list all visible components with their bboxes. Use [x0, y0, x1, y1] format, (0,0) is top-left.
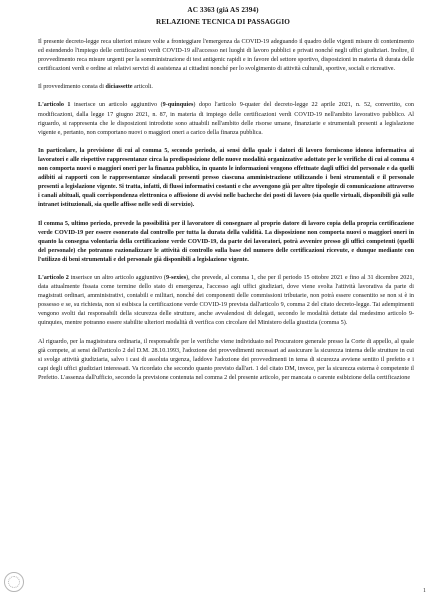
paragraph-magistratura: Al riguardo, per la magistratura ordinaria, il responsabile per le verifiche viene individuato nel Procuratore generale presso la Corte di appello, al quale già compete, ai sensi dell'articolo 2 del D.M. 28.10.1993, l'adozione dei provvedimenti necessari ad assicurare la sicurezza interna delle strutture in cui si svolge attività giudiziaria, salvo i casi di assoluta urgenza, laddove l'adozione dei provvedimenti in tema di sicurezza avviene sentito il prefetto e i capi degli uffici giudiziari interessati. Va ricordato che secondo quanto previsto dall'art. 1 del citato DM, invece, per la sicurezza esterna è competente il Prefetto. L'assenza dall'ufficio, secondo la previsione contenuta nel comma 2 del presente articolo, per mancata o carente esibizione della certificazione [38, 338, 414, 381]
document-body [38, 38, 414, 392]
paragraph-article-1 [38, 101, 414, 137]
paragraph-article-count [38, 83, 414, 92]
article-2-label: L'articolo 2 [38, 274, 69, 281]
article-count-suffix: articoli. [132, 84, 153, 91]
document-id: AC 3363 (già AS 2394) [187, 6, 259, 14]
article-1-text-a: inserisce un articolo aggiuntivo ( [70, 102, 163, 109]
paragraph-intro: Il presente decreto-legge reca ulteriori misure volte a fronteggiare l'emergenza da COVID-19 adeguando il quadro delle vigenti misure di contenimento ed estendendo l'impiego delle certificazioni verdi COVID-19 all'accesso nei luoghi di lavoro pubblici e privati nonché negli uffici giudiziari. Inoltre, il provvedimento reca misure urgenti per la somministrazione di test antigenic rapidi e in favore del settore sportivo, disposizioni in materia di durata delle certificazioni verdi e ordine ai relativi servizi di assistenza ai cittadini nonché per lo svolgimento di attività culturali, sportive, sociali e ricreative. [38, 39, 414, 73]
paragraph-comma-5-second: In particolare, la previsione di cui al comma 5, secondo periodo, ai sensi della quale i datori di lavoro forniscono idonea informativa ai lavoratori e alle rispettive rappresentanze circa la predisposizione delle nuove modalità organizzative adottate per le verifiche di cui al comma 4 non comporta nuovi o maggiori oneri per la finanza pubblica, in quanto le informazioni vengono effettuate dagli uffici del personale e da quelli adibiti ai rapporti con le rappresentanze sindacali presenti presso ciascuna amministrazione utilizzando i beni strumentali e il personale presenti a legislazione vigente. Si tratta, infatti, di flussi informativi costanti e che avvengono già per altre tipologie di comunicazione attraverso i canali abituali, quali corrispondenza elettronica o affissione di avvisi nelle bacheche dei posti di lavoro (sia quelle virtuali, disponibili già sulle intranet istituzionali, sia quelle affisse nelle sedi di servizio). [38, 147, 414, 209]
article-count-prefix: Il provvedimento consta di [38, 84, 106, 91]
paragraph-comma-5-last: Il comma 5, ultimo periodo, prevede la possibilità per il lavoratore di consegnare al proprio datore di lavoro copia della propria certificazione verde COVID-19 per essere esonerato dal controllo per tutta la durata della validità. La disposizione non comporta nuovi o maggiori oneri in quanto la consegna volontaria della certificazione verde COVID-19, da parte dei lavoratori, potrà avvenire presso gli uffici competenti (quelli del personale) che potranno razionalizzare le attività di controllo sulla base del numero delle certificazioni ricevute, e dunque mediante con l'utilizzo di beni strumentali e del personale già disponibili a legislazione vigente. [38, 220, 414, 263]
paragraph-article-2 [38, 274, 414, 329]
article-1-label: L'articolo 1 [38, 102, 71, 109]
article-2-code: 9-sexies [165, 274, 187, 281]
article-count-number: diciassette [105, 84, 133, 91]
article-1-code: 9-quinquies [162, 102, 194, 109]
seal-stamp-icon [4, 572, 24, 592]
document-title: RELAZIONE TECNICA DI PASSAGGIO [156, 18, 290, 26]
article-2-text-a: inserisce un altro articolo aggiuntivo ( [68, 274, 166, 281]
page-number: 1 [423, 588, 426, 594]
article-2-text-b: ), che prevede, al comma 1, che per il periodo 15 ottobre 2021 e fino al 31 dicembre 2021, data attualmente fissata come termine dello stato di emergenza, l'accesso agli uffici giudiziari, dove viene svolta l'attività lavorativa da parte di magistrati ordinari, amministrativi, contabili e militari, nonché dei componenti delle commissioni tributarie, non potrà essere consentito se non si è in possesso e se, su richiesta, non si esibisca la certificazione verde COVID-19 prevista dall'articolo 9, comma 2 del citato decreto-legge. Tai adempimenti vengono svolti dai responsabili della sicurezza delle strutture, anche avvalendosi di delegati, secondo le modalità dettate dal medesimo articolo 9-quinquies, mentre potranno essere stabilite ulteriori modalità di verifica con circolare del Ministero della giustizia (comma 5). [38, 274, 415, 327]
article-1-text-b: ) dopo l'articolo 9-quater del decreto-legge 22 aprile 2021, n. 52, convertito, con modificazioni, dalla legge 17 giugno 2021, n. 87, in materia di impiego delle certificazioni verdi COVID-19 nell'ambito lavorativo pubblico. Al riguardo, si rappresenta che le disposizioni introdotte sono attuabili nell'ambito delle risorse umane, finanziarie e strumentali presenti a legislazione vigente e, pertanto, non comportano nuovi o maggiori oneri a carico della finanza pubblica. [38, 102, 414, 136]
